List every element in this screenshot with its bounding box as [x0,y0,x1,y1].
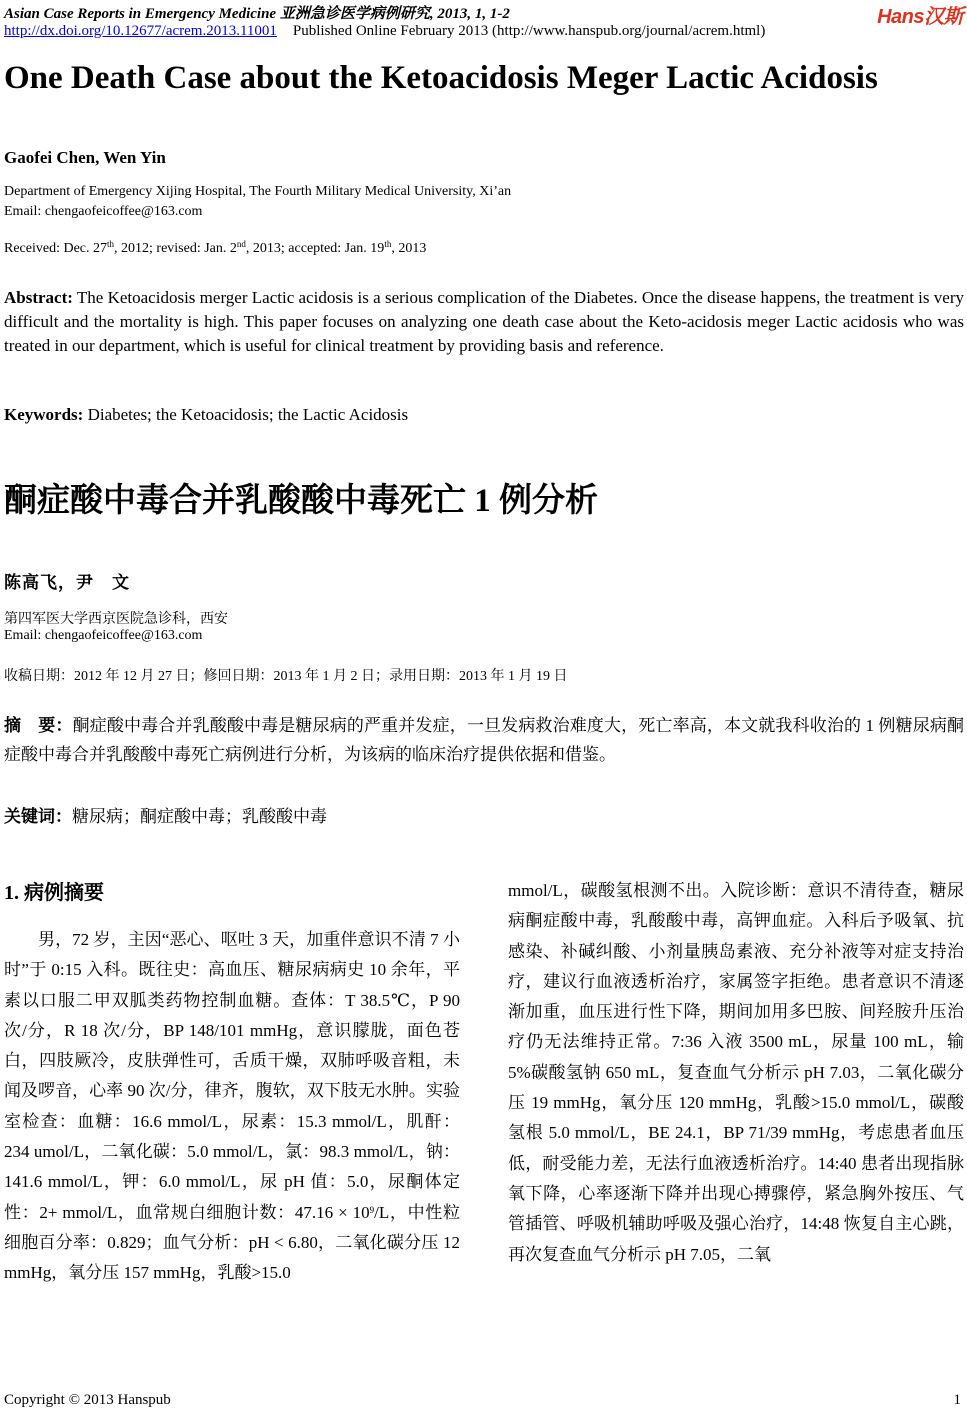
header-link-row [4,23,765,40]
revised-sup: nd [236,239,246,249]
english-affiliation: Department of Emergency Xijing Hospital, The Fourth Military Medical University, Xi’an [4,184,512,199]
section-heading: 1. 病例摘要 [4,882,104,904]
body-column-right: mmol/L，碳酸氢根测不出。入院诊断：意识不清待查，糖尿病酮症酸中毒，乳酸酸中毒，高钾血症。入科后予吸氧、抗感染、补碱纠酸、小剂量胰岛素液、充分补液等对症支持治疗，建议行血液透析治疗，家属签字拒绝。患者意识不清逐渐加重，血压进行性下降，期间加用多巴胺、间羟胺升压治疗仍无法维持正常。7:36 入液 3500 mL，尿量 100 mL，输 5%碳酸氢钠 650 mL，复查血气分析示 pH 7.03，二氧化碳分压 19 mmHg，氧分压 120 mmHg，乳酸>15.0 mmol/L，碳酸氢根 5.0 mmol/L，BE 24.1，BP 71/39 mmHg，考虑患者血压低，耐受能力差，无法行血液透析治疗。14:40 患者出现指脉氧下降，心率逐渐下降并出现心搏骤停，紧急胸外按压、气管插管、呼吸机辅助呼吸及强心治疗，14:48 恢复自主心跳，再次复查血气分析示 pH 7.05，二氧 [508,881,964,1264]
footer-copyright: Copyright © 2013 Hanspub [4,1392,171,1408]
received-sup: th [107,239,115,249]
doi-link[interactable]: http://dx.doi.org/10.12677/acrem.2013.11001 [4,23,277,39]
chinese-title: 酮症酸中毒合并乳酸酸中毒死亡 1 例分析 [4,483,598,519]
chinese-affiliation: 第四军医大学西京医院急诊科，西安 [4,612,228,627]
dates-suffix: , 2013 [391,241,427,256]
chinese-authors: 陈高飞，尹 文 [4,573,130,592]
case-text-part2: /L，中性粒细胞百分率：0.829；血气分析：pH < 6.80，二氧化碳分压 12 mmHg，氧分压 157 mmHg，乳酸>15.0 [4,1202,461,1283]
received-date: Received: Dec. 27 [4,241,108,256]
page-number: 1 [953,1392,961,1408]
revised-date: , 2012; revised: Jan. 2 [114,241,237,256]
keywords-label: Keywords: [4,405,84,424]
body-column-left [4,925,460,1289]
english-abstract [4,286,964,358]
exponent: 9 [369,1204,375,1215]
english-title: One Death Case about the Ketoacidosis Meger Lactic Acidosis [4,60,878,96]
chinese-abstract-text: 酮症酸中毒合并乳酸酸中毒是糖尿病的严重并发症，一旦发病救治难度大，死亡率高，本文就我科收治的 1 例糖尿病酮症酸中毒合并乳酸酸中毒死亡病例进行分析，为该病的临床治疗提供依据和借鉴。 [4,716,965,764]
published-online-note: Published Online February 2013 (http://www.hanspub.org/journal/acrem.html) [292,23,766,39]
chinese-abstract [4,711,964,769]
chinese-keywords [4,802,327,827]
english-authors: Gaofei Chen, Wen Yin [4,148,166,167]
chinese-abstract-label: 摘 要： [4,716,73,735]
journal-citation: Asian Case Reports in Emergency Medicine 亚洲急诊医学病例研究, 2013, 1, 1-2 [4,6,510,22]
abstract-label: Abstract: [4,288,73,307]
english-dates [4,241,426,257]
english-keywords [4,403,964,427]
abstract-text: The Ketoacidosis merger Lactic acidosis is a serious complication of the Diabetes. Once the disease happens, the treatment is very difficult and the mortality is high. This paper focuses on analyzing one death case about the Keto-acidosis meger Lactic acidosis who was treated in our department, which is useful for clinical treatment by providing basis and reference. [4,288,964,355]
page-header [4,2,963,44]
case-text-part1: 男，72 岁，主因“恶心、呕吐 3 天，加重伴意识不清 7 小时”于 0:15 入科。既往史：高血压、糖尿病病史 10 余年，平素以口服二甲双胍类药物控制血糖。查体：T 38.5℃，P 90 次/分，R 18 次/分，BP 148/101 mmHg，意识朦胧，面色苍白，四肢厥冷，皮肤弹性可，舌质干燥，双肺呼吸音粗，未闻及啰音，心率 90 次/分，律齐，腹软，双下肢无水肿。实验室检查：血糖：16.6 mmol/L，尿素：15.3 mmol/L，肌酐：234 umol/L，二氧化碳：5.0 mmol/L，氯：98.3 mmol/L，钠：141.6 mmol/L，钾：6.0 mmol/L，尿 pH 值：5.0，尿酮体定性：2+ mmol/L，血常规白细胞计数：47.16 × 10 [4,930,460,1222]
accepted-date: , 2013; accepted: Jan. 19 [245,241,385,256]
accepted-sup: th [384,239,392,249]
chinese-keywords-label: 关键词： [4,807,72,826]
chinese-email: Email: chengaofeicoffee@163.com [4,628,203,643]
keywords-text: Diabetes; the Ketoacidosis; the Lactic Acidosis [83,405,409,424]
chinese-dates: 收稿日期：2012 年 12 月 27 日；修回日期：2013 年 1 月 2 日；录用日期：2013 年 1 月 19 日 [4,669,568,684]
english-email: Email: chengaofeicoffee@163.com [4,204,203,219]
publisher-logo: Hans汉斯 [877,6,963,28]
chinese-keywords-text: 糖尿病；酮症酸中毒；乳酸酸中毒 [72,807,327,826]
